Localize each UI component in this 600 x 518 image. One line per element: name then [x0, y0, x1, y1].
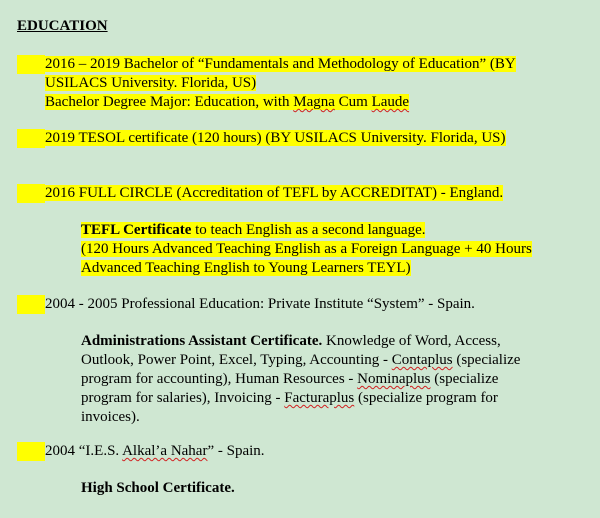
- entry-line: USILACS University. Florida, US): [45, 75, 257, 91]
- spellcheck-word: Contaplus: [391, 352, 453, 368]
- certificate-name: High School Certificate.: [81, 480, 235, 496]
- tab-highlight: [17, 129, 45, 148]
- certificate-text: (120 Hours Advanced Teaching English as a Foreign Language + 40 Hours: [81, 241, 532, 257]
- certificate-text: Outlook, Power Point, Excel, Typing, Accounting -: [81, 352, 392, 368]
- entry-line: 2004 “I.E.S.: [45, 443, 123, 459]
- spellcheck-word: Nominaplus: [357, 371, 431, 387]
- entry-line: Bachelor Degree Major: Education, with: [45, 94, 294, 110]
- section-title: EDUCATION: [17, 18, 108, 34]
- certificate-name: Administrations Assistant Certificate.: [81, 333, 323, 349]
- spellcheck-word: Alkal’a Nahar: [122, 443, 208, 459]
- education-entry-high-school: [17, 442, 265, 461]
- entry-line: 2016 – 2019 Bachelor of “Fundamentals and Methodology of Education” (BY: [45, 56, 516, 72]
- spellcheck-word: Magna: [293, 94, 335, 110]
- entry-text: Cum: [334, 94, 372, 110]
- certificate-text: Knowledge of Word, Access,: [322, 333, 501, 349]
- certificate-text: invoices).: [81, 409, 140, 425]
- education-entry-professional: [17, 295, 475, 314]
- education-entry-tesol: [17, 129, 506, 148]
- certificate-text: (specialize: [430, 371, 499, 387]
- tefl-certificate-block: [81, 221, 532, 278]
- spellcheck-word: Facturaplus: [284, 390, 355, 406]
- admin-certificate-block: [81, 332, 520, 427]
- entry-line: 2016 FULL CIRCLE (Accreditation of TEFL by ACCREDITAT) - England.: [45, 185, 504, 201]
- certificate-text: Advanced Teaching English to Young Learners TEYL): [81, 260, 411, 276]
- certificate-text: program for salaries), Invoicing -: [81, 390, 285, 406]
- entry-line: 2004 - 2005 Professional Education: Private Institute “System” - Spain.: [45, 296, 475, 312]
- tab-highlight: [17, 295, 45, 314]
- high-school-certificate-block: [81, 479, 235, 498]
- tab-highlight: [17, 442, 45, 461]
- education-entry-bachelor: [17, 55, 516, 112]
- certificate-text: to teach English as a second language.: [191, 222, 426, 238]
- entry-text: ” - Spain.: [207, 443, 265, 459]
- spellcheck-word: Laude: [371, 94, 410, 110]
- certificate-text: (specialize: [452, 352, 521, 368]
- certificate-text: program for accounting), Human Resources -: [81, 371, 358, 387]
- entry-line: 2019 TESOL certificate (120 hours) (BY USILACS University. Florida, US): [45, 130, 506, 146]
- tab-highlight: [17, 184, 45, 203]
- tab-highlight: [17, 55, 45, 74]
- education-entry-full-circle: [17, 184, 503, 203]
- certificate-name: TEFL Certificate: [81, 222, 192, 238]
- certificate-text: (specialize program for: [354, 390, 498, 406]
